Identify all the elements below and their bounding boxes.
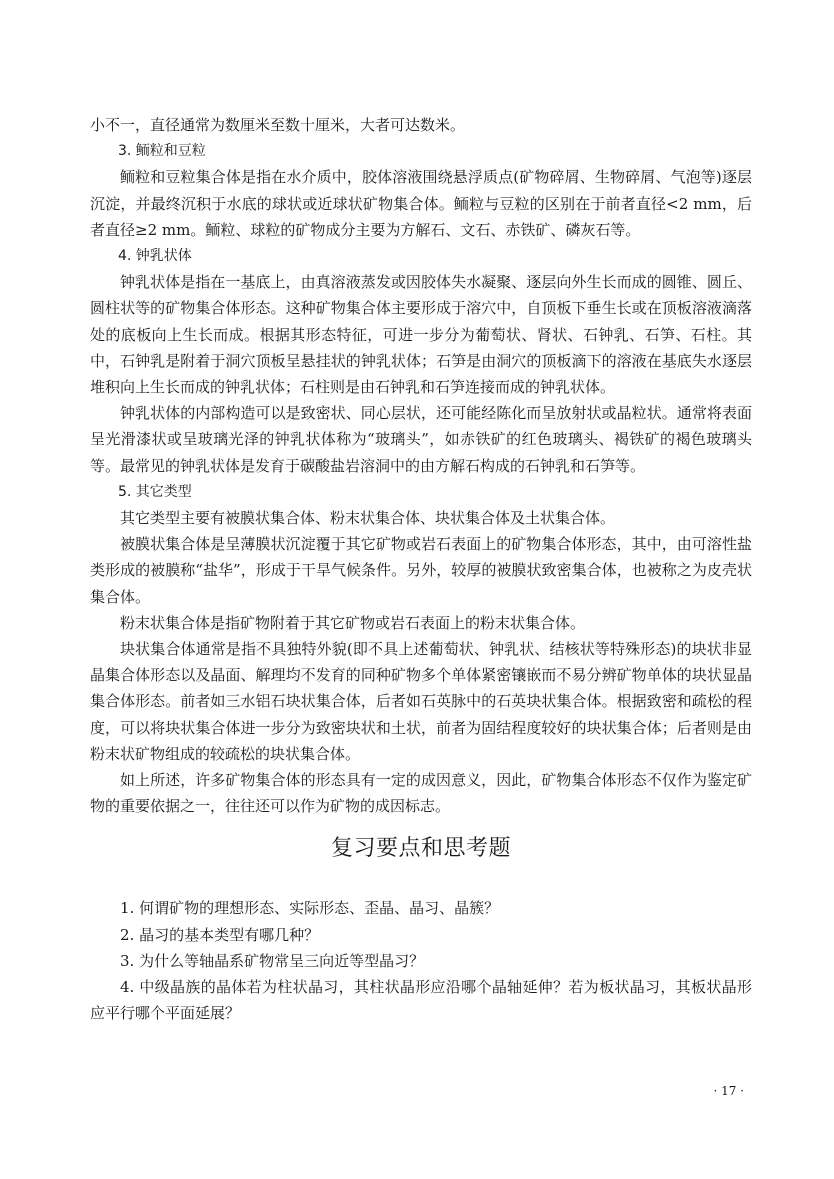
review-question: 1. 何谓矿物的理想形态、实际形态、歪晶、晶习、晶簇？ bbox=[120, 899, 500, 918]
review-question: 2. 晶习的基本类型有哪几种？ bbox=[120, 925, 320, 944]
review-question: 3. 为什么等轴晶系矿物常呈三向近等型晶习？ bbox=[120, 951, 425, 970]
paragraph-oolite: 鲕粒和豆粒集合体是指在水介质中，胶体溶液围绕悬浮质点(矿物碎屑、生物碎屑、气泡等)逐层沉淀，并最终沉积于水底的球状或近球状矿物集合体。鲕粒与豆粒的区别在于前者直径<2 mm，后者直径≥2 mm。鲕粒、球粒的矿物成分主要为方解石、文石、赤铁矿、磷灰石等。 bbox=[90, 168, 752, 239]
paragraph-other-4: 块状集合体通常是指不具独特外貌(即不具上述葡萄状、钟乳状、结核状等特殊形态)的块状非显晶集合体形态以及晶面、解理均不发育的同种矿物多个单体紧密镶嵌而不易分辨矿物单体的块状显晶集合体形态。前者如三水铝石块状集合体，后者如石英脉中的石英块状集合体。根据致密和疏松的程度，可以将块状集合体进一步分为致密块状和土状，前者为固结程度较好的块状集合体；后者则是由粉末状矿物组成的较疏松的块状集合体。 bbox=[90, 640, 752, 763]
review-section-title: 复习要点和思考题 bbox=[330, 836, 511, 862]
heading-other-types: 5. 其它类型 bbox=[118, 483, 192, 500]
page-number: · 17 · bbox=[713, 1084, 744, 1098]
paragraph-other-5: 如上所述，许多矿物集合体的形态具有一定的成因意义，因此，矿物集合体形态不仅作为鉴定矿物的重要依据之一，往往还可以作为矿物的成因标志。 bbox=[90, 771, 752, 816]
paragraph-other-2: 被膜状集合体是呈薄膜状沉淀覆于其它矿物或岩石表面上的矿物集合体形态，其中，由可溶性盐类形成的被膜称“盐华”，形成于干旱气候条件。另外，较厚的被膜状致密集合体，也被称之为皮壳状集合体。 bbox=[90, 535, 752, 606]
intro-line: 小不一，直径通常为数厘米至数十厘米，大者可达数米。 bbox=[90, 116, 466, 134]
review-question: 4. 中级晶族的晶体若为柱状晶习，其柱状晶形应沿哪个晶轴延伸？若为板状晶习，其板状晶形应平行哪个平面延展？ bbox=[90, 978, 752, 1023]
heading-oolite: 3. 鲕粒和豆粒 bbox=[118, 143, 206, 160]
paragraph-stalactitic-2: 钟乳状体的内部构造可以是致密状、同心层状，还可能经陈化而呈放射状或晶粒状。通常将表面呈光滑漆状或呈玻璃光泽的钟乳状体称为“玻璃头”，如赤铁矿的红色玻璃头、褐铁矿的褐色玻璃头等。最常见的钟乳状体是发育于碳酸盐岩溶洞中的由方解石构成的石钟乳和石笋等。 bbox=[90, 404, 752, 475]
paragraph-other-3: 粉末状集合体是指矿物附着于其它矿物或岩石表面上的粉末状集合体。 bbox=[120, 613, 586, 632]
paragraph-other-1: 其它类型主要有被膜状集合体、粉末状集合体、块状集合体及土状集合体。 bbox=[120, 509, 616, 528]
heading-stalactitic: 4. 钟乳状体 bbox=[118, 248, 192, 265]
paragraph-stalactitic-1: 钟乳状体是指在一基底上，由真溶液蒸发或因胶体失水凝聚、逐层向外生长而成的圆锥、圆丘、圆柱状等的矿物集合体形态。这种矿物集合体主要形成于溶穴中，自顶板下垂生长或在顶板溶液滴落处的底板向上生长而成。根据其形态特征，可进一步分为葡萄状、肾状、石钟乳、石笋、石柱。其中，石钟乳是附着于洞穴顶板呈悬挂状的钟乳状体；石笋是由洞穴的顶板滴下的溶液在基底失水逐层堆积向上生长而成的钟乳状体；石柱则是由石钟乳和石笋连接而成的钟乳状体。 bbox=[90, 273, 752, 397]
page-content bbox=[90, 112, 752, 1027]
review-question-list bbox=[90, 895, 752, 1026]
